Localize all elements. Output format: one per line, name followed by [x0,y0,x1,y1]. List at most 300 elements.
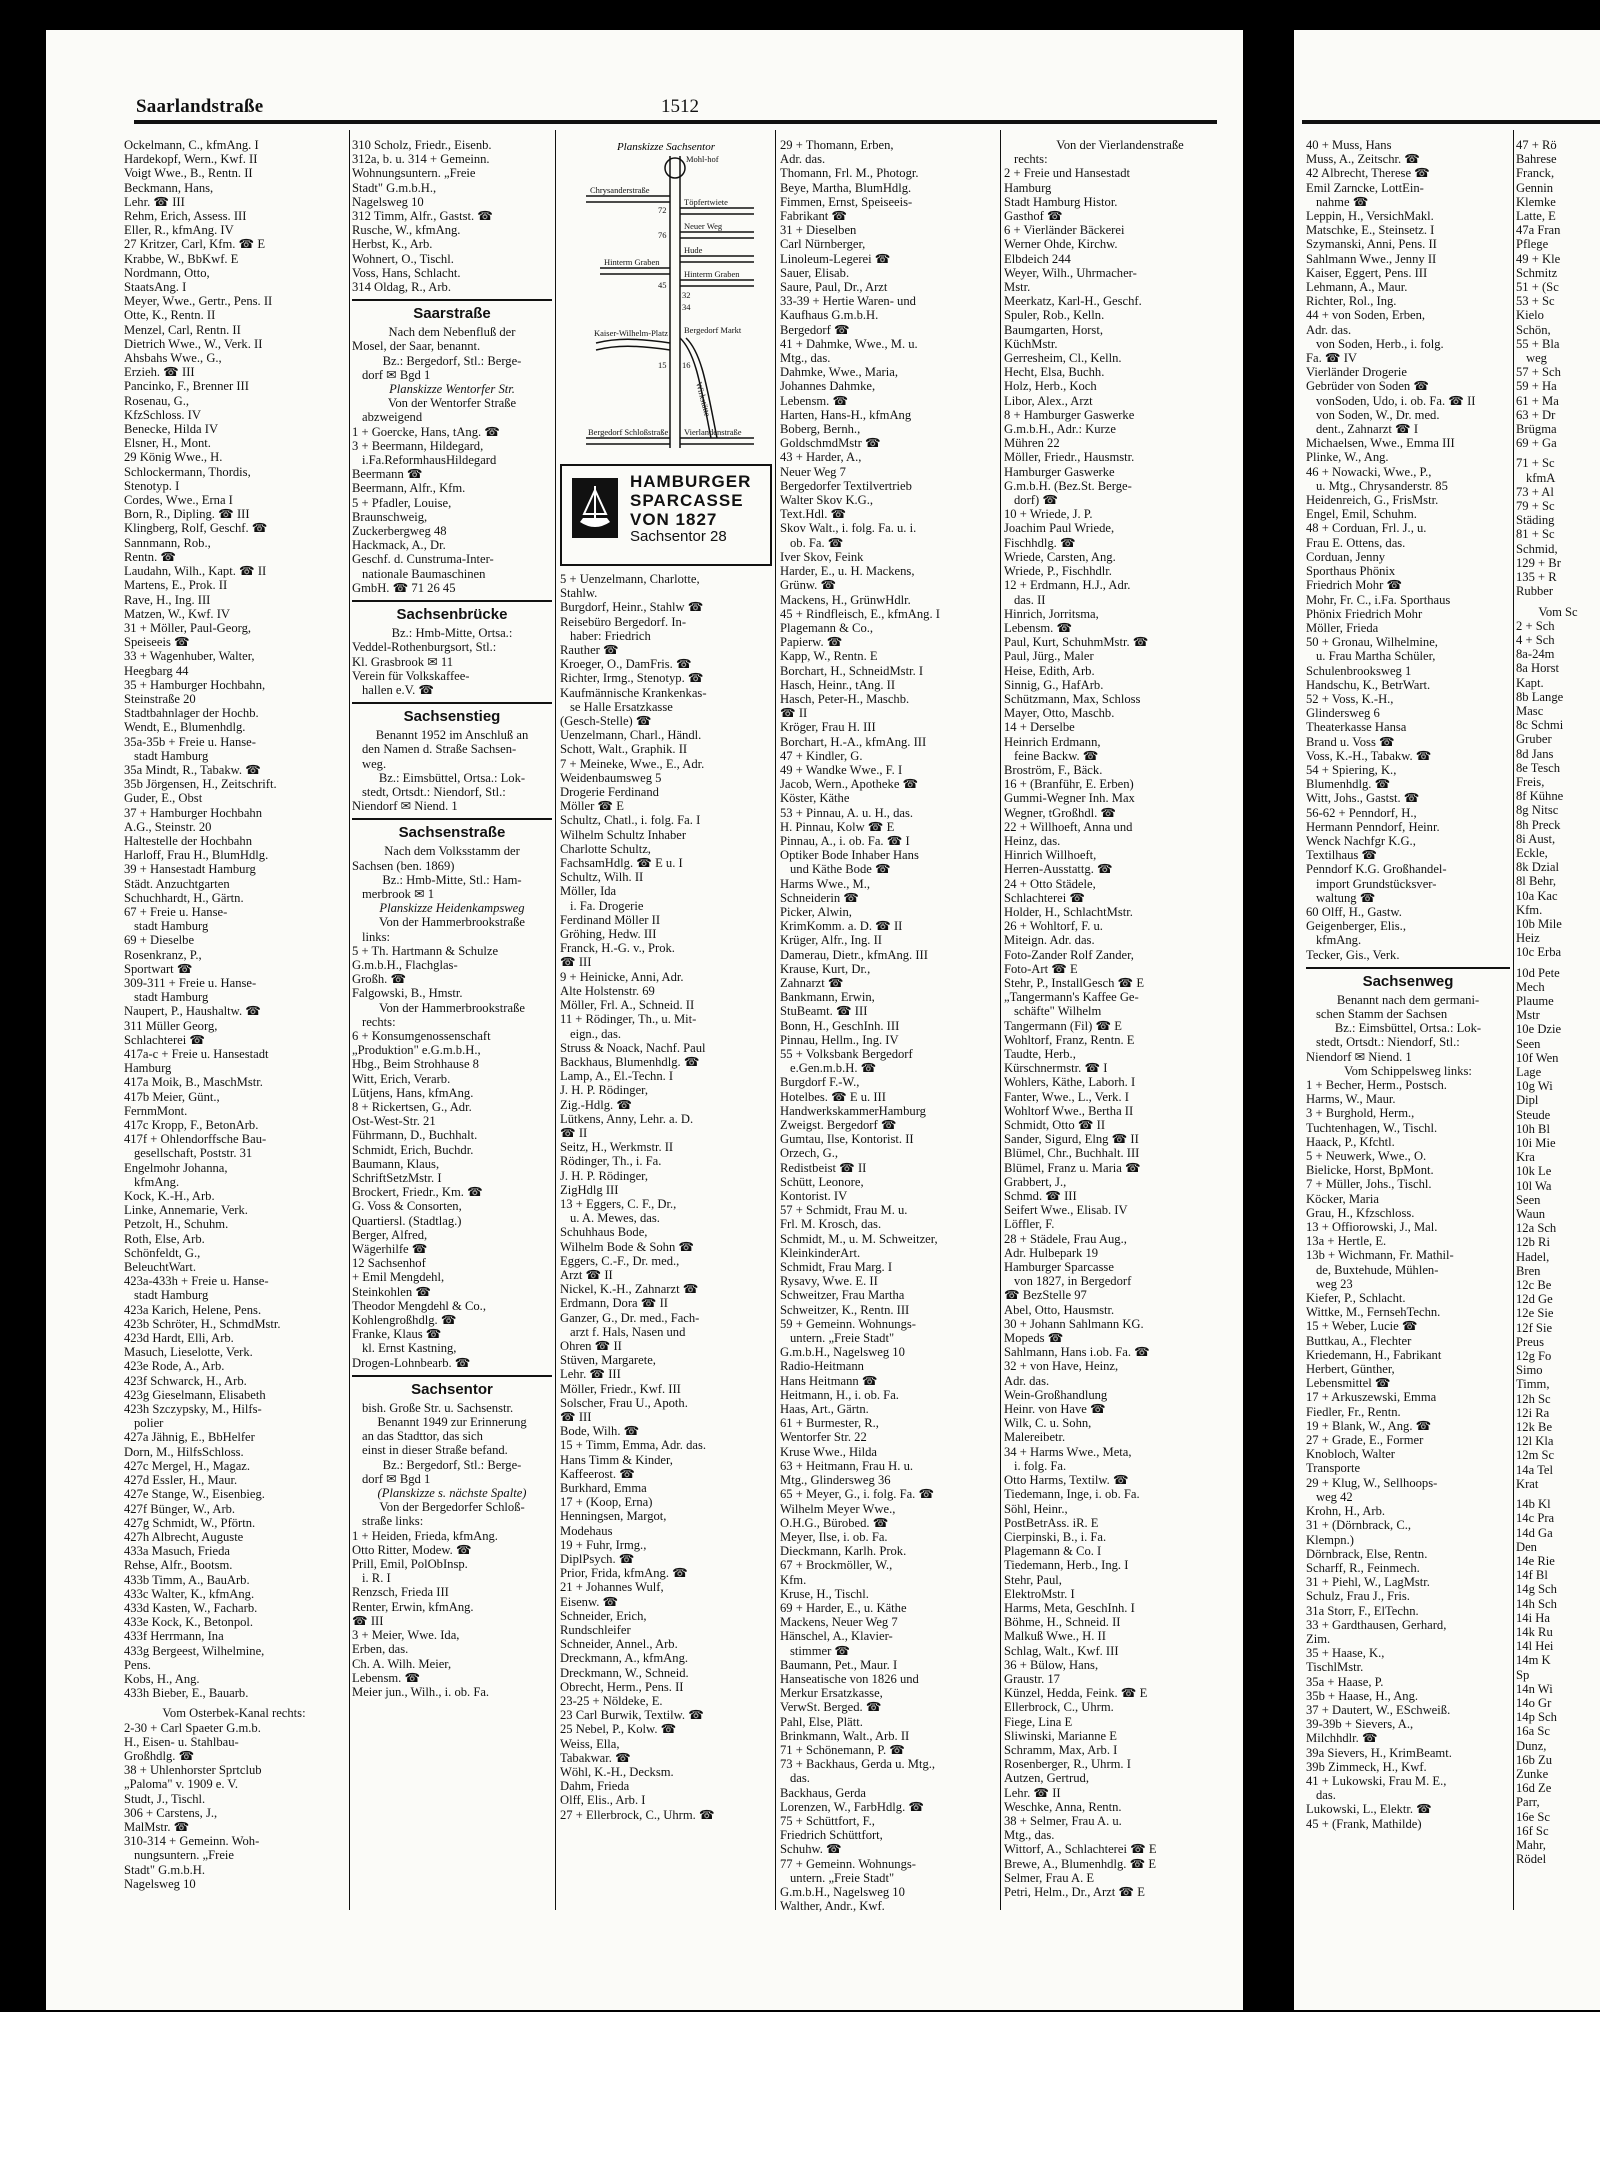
directory-line: Menzel, Carl, Rentn. II [124,322,241,337]
directory-line: das. [1316,1788,1336,1803]
house-number-entry: 417a Moik, B., MaschMstr. [124,1075,263,1090]
house-number-entry: 5 + Pfadler, Louise, [352,495,452,510]
house-number-entry: 5 + Uenzelmann, Charlotte, [560,572,700,586]
sketch-label: Bergedorf Schloßstraße [588,427,669,437]
directory-line: untern. „Freie Stadt" [790,1331,895,1346]
directory-line: Schuchhardt, H., Gärtn. [124,890,244,905]
directory-line: Pflege [1516,237,1549,252]
house-number-entry: 73 + Al [1516,484,1554,499]
directory-line: Kohlengroßhdlg. ☎ [352,1313,457,1328]
sketch-label: 45 [658,280,667,290]
directory-line: Preus [1516,1334,1544,1349]
directory-line: Baumgarten, Horst, [1004,322,1103,337]
directory-line: Bz.: Bergedorf, Stl.: Berge- [382,1457,522,1472]
house-number-entry: 13a + Hertle, E. [1306,1234,1387,1249]
directory-line: PostBetrAss. iR. E [1004,1515,1099,1530]
directory-line: das. [790,1771,810,1786]
house-number-entry: 433g Bergeest, Wilhelmine, [124,1643,265,1658]
directory-line: Brockert, Friedr., Km. ☎ [352,1185,483,1200]
directory-line: Geschf. d. Cunstruma-Inter- [352,552,494,567]
directory-line: Vom Osterbek-Kanal rechts: [162,1706,306,1721]
directory-line: Bergedorf ☎ [780,322,850,337]
directory-line: Köster, Käthe [780,791,850,806]
sketch-label: Hude [684,245,703,255]
house-number-entry: 15 + Timm, Emma, Adr. das. [560,1438,707,1453]
directory-line: Dreckmann, W., Schneid. [560,1665,689,1680]
directory-line: Kiefer, P., Schlacht. [1306,1291,1406,1306]
house-number-entry: 10f Wen [1516,1050,1559,1065]
directory-line: Ch. A. Wilh. Meier, [352,1656,452,1671]
directory-line: Möller, Frl. A., Schneid. II [560,998,695,1013]
house-number-entry: 22 + Willhoeft, Anna und [1004,819,1133,834]
directory-line: Ost-West-Str. 21 [352,1114,436,1129]
directory-line: Harten, Hans-H., kfmAng [780,407,912,422]
directory-line: Kaiser, Eggert, Pens. III [1306,265,1428,280]
sketch-label: Kaiser-Wilhelm-Platz [594,328,669,338]
directory-line: Libor, Alex., Arzt [1004,393,1093,408]
directory-line: Kontorist. IV [780,1189,848,1204]
directory-line: „Produktion" e.G.m.b.H., [352,1043,481,1058]
house-number-entry: 310 Scholz, Friedr., Eisenb. [352,138,492,152]
sketch-label: Neuer Weg [684,221,723,231]
directory-line: H., Eisen- u. Stahlbau- [124,1734,239,1749]
directory-line: Schultz, Wilh. II [560,870,644,885]
directory-line: Sauer, Elisab. [780,265,850,280]
directory-line: Dorn, M., HilfsSchloss. [124,1444,244,1459]
directory-line: de, Buxtehude, Mühlen- [1316,1262,1439,1277]
directory-line: Engelmohr Johanna, [124,1160,228,1175]
street-heading: Sachsenbrücke [396,606,508,624]
house-number-entry: 14e Rie [1516,1553,1555,1568]
directory-line: links: [362,929,390,944]
directory-line: Merkur Ersatzkasse, [780,1686,883,1701]
directory-line: Bonn, H., GeschInh. III [780,1018,900,1033]
directory-line: Autzen, Gertrud, [1004,1771,1089,1786]
directory-line: gesellschaft, Poststr. 31 [134,1146,253,1161]
directory-line: Adr. das. [1004,1373,1050,1388]
directory-line: G.m.b.H., Adr.: Kurze [1004,422,1116,437]
directory-line: Städt. Anzuchtgarten [124,876,230,891]
directory-line: Erdmann, Dora ☎ II [560,1296,669,1311]
directory-line: O.H.G., Bürobed. ☎ [780,1515,889,1530]
directory-line: Miteign. Adr. das. [1004,933,1095,948]
house-number-entry: 31 + (Dörnbrack, C., [1306,1518,1412,1533]
scan-border-left [0,0,46,2010]
directory-line: KleinkinderArt. [780,1245,861,1260]
directory-line: Möller, Friedr., Kwf. III [560,1381,681,1396]
directory-line: Renzsch, Frieda III [352,1585,449,1600]
directory-line: Harder, E., u. H. Mackens, [780,564,915,579]
directory-line: Lütkens, Anny, Lehr. a. D. [560,1111,694,1126]
house-number-entry: 8 + Hamburger Gaswerke [1004,407,1135,422]
directory-line: Meyer, Ilse, i. ob. Fa. [780,1529,888,1544]
directory-line: Foto-Art ☎ E [1004,961,1078,976]
directory-line: Brand u. Voss ☎ [1306,734,1395,749]
directory-line: Bode, Wilh. ☎ [560,1424,640,1439]
directory-line: Seen [1516,1036,1541,1051]
ship-logo-icon [572,478,618,538]
directory-line: Sachsen (ben. 1869) [352,858,455,873]
directory-line: Mosel, der Saar, benannt. [352,339,481,354]
directory-line: Kürschnermstr. ☎ I [1004,1061,1108,1076]
directory-line: Schmitz [1516,265,1558,280]
house-number-entry: 306 + Carstens, J., [124,1805,218,1820]
directory-line: FernmMont. [124,1103,188,1118]
directory-line: Zuckerbergweg 48 [352,524,447,539]
directory-line: SchriftSetzMstr. I [352,1171,442,1185]
house-number-entry: 25 Nebel, P., Kolw. ☎ [560,1722,677,1737]
directory-line: Gebrüder von Soden ☎ [1306,379,1430,394]
directory-line: weg 23 [1316,1276,1353,1291]
directory-line: i. folg. Fa. [1014,1458,1067,1473]
house-number-entry: 12m Sc [1516,1448,1555,1463]
directory-column-1 [124,138,344,1918]
house-number-entry: 32 + von Have, Heinz, [1004,1359,1119,1374]
directory-line: Friedrich Schüttfort, [780,1828,883,1843]
running-header-street: Saarlandstraße [136,96,264,117]
directory-line: Matzen, W., Kwf. IV [124,606,230,621]
directory-line: Kruse Wwe., Hilda [780,1444,877,1459]
directory-line: Nagelsweg 10 [352,194,424,209]
directory-line: Böhme, H., Schneid. II [1004,1615,1121,1630]
book-gutter [1243,30,1294,2010]
directory-line: Falgowski, B., Hmstr. [352,986,463,1001]
house-number-entry: 33-39 + Hertie Waren- und [780,294,916,309]
directory-line: Reisebüro Bergedorf. In- [560,614,687,629]
house-number-entry: 63 + Heitmann, Frau H. u. [780,1458,914,1473]
house-number-entry: 12k Be [1516,1420,1553,1435]
house-number-entry: 3 + Meier, Wwe. Ida, [352,1628,460,1643]
directory-line: eign., das. [570,1026,622,1041]
directory-line: Bankmann, Erwin, [780,990,875,1005]
directory-line: Heitmann, H., i. ob. Fa. [780,1387,899,1402]
directory-line: Harms Wwe., M., [780,876,871,891]
directory-line: Bielicke, Horst, BpMont. [1306,1163,1434,1178]
house-number-entry: 427f Bünger, W., Arb. [124,1501,236,1516]
house-number-entry: 53 + Pinnau, A. u. H., das. [780,805,914,820]
house-number-entry: 12f Sie [1516,1320,1553,1335]
house-number-entry: 14l Hei [1516,1639,1554,1654]
directory-line: Kaufmännische Krankenkas- [560,685,707,700]
directory-line: Lütjens, Hans, kfmAng. [352,1085,474,1100]
directory-line: Benannt 1952 im Anschluß an [375,728,529,743]
house-number-entry: 37 + Dautert, W., ESchweiß. [1306,1702,1451,1717]
directory-line: GoldschmdMstr ☎ [780,436,881,451]
directory-line: Adr. Hulbepark 19 [1004,1245,1099,1260]
directory-line: Harms, W., Maur. [1306,1092,1396,1107]
directory-line: G.m.b.H., Flachglas- [352,957,458,972]
directory-line: Wendt, E., Blumenhdlg. [124,720,246,735]
directory-line: GmbH. ☎ 71 26 45 [352,580,456,595]
directory-line: Jacob, Wern., Apotheke ☎ [780,777,919,792]
directory-line: Schulz, Frau J., Fris. [1306,1589,1410,1604]
house-number-entry: 14d Ga [1516,1525,1553,1540]
directory-line: Tabakwar. ☎ [560,1750,631,1765]
directory-line: Orzech, G., [780,1146,839,1161]
directory-line: Emil Zarncke, LottEin- [1306,180,1424,195]
house-number-entry: 8 + Rickertsen, G., Adr. [352,1099,472,1114]
directory-line: Schweitzer, Frau Martha [780,1288,905,1303]
house-number-entry: 10h Bl [1516,1121,1550,1136]
directory-line: Planskizze Heidenkampsweg [379,901,525,916]
directory-line: Heinr. von Have ☎ [1004,1402,1106,1417]
house-number-entry: 53 + Sc [1516,294,1555,309]
directory-line: Text.Hdl. ☎ [780,507,847,522]
directory-line: Ellerbrock, C., Uhrm. [1004,1700,1114,1715]
directory-line: Ahsbahs Wwe., G., [124,351,222,366]
directory-line: Krüger, Alfr., Ing. II [780,933,882,948]
house-number-entry: 6 + Vierländer Bäckerei [1004,223,1125,238]
directory-line: Werner Ohde, Kirchw. [1004,237,1118,252]
directory-line: Klempn.) [1306,1532,1354,1547]
directory-line: Theodor Mengdehl & Co., [352,1298,486,1313]
directory-line: Löffler, F. [1004,1217,1055,1232]
directory-line: Franck, H.-G. v., Prok. [560,941,675,956]
house-number-entry: 10k Le [1516,1164,1552,1179]
directory-line: dent., Zahnarzt ☎ I [1316,422,1419,437]
house-number-entry: 8a Horst [1516,661,1560,676]
house-number-entry: 57 + Schmidt, Frau M. u. [780,1203,908,1218]
street-sketch-map [576,138,756,458]
directory-line: Fimmen, Ernst, Speiseeis- [780,194,913,209]
house-number-entry: 6 + Konsumgenossenschaft [352,1028,491,1043]
house-number-entry: 14 + Derselbe [1004,720,1075,735]
directory-line: Taudte, Herb., [1004,1047,1076,1061]
directory-line: Frau E. Ottens, das. [1306,535,1406,550]
directory-line: Hamburg [1004,180,1052,195]
directory-line: Haltestelle der Hochbahn [124,833,252,848]
directory-line: feine Backw. ☎ [1014,748,1099,763]
directory-line: Köcker, Maria [1306,1191,1379,1206]
directory-line: Von der Hammerbrookstraße [379,1000,525,1015]
directory-line: Phönix Friedrich Mohr [1306,606,1423,621]
directory-line: Backhaus, Blumenhdlg. ☎ [560,1054,700,1069]
house-number-entry: 12b Ri [1516,1235,1550,1250]
directory-line: Burkhard, Emma [560,1481,647,1495]
house-number-entry: 10 + Wriede, J. P. [1004,507,1093,522]
directory-line: Herbert, Günther, [1306,1362,1395,1377]
directory-line: Beermann, Alfr., Kfm. [352,481,466,496]
directory-line: rechts: [1014,152,1048,167]
directory-line: Tecker, Gis., Verk. [1306,947,1400,962]
directory-line: Sannmann, Rob., [124,535,211,550]
directory-line: Bz.: Hmb-Mitte, Ortsa.: [391,626,513,641]
directory-line: Nagelsweg 10 [124,1876,196,1891]
directory-line: Mahr, [1516,1837,1546,1852]
house-number-entry: 2-30 + Carl Spaeter G.m.b. [124,1720,261,1735]
directory-line: rechts: [362,1014,396,1029]
house-number-entry: 12l Kla [1516,1434,1554,1449]
house-number-entry: 75 + Schüttfort, F., [780,1813,875,1828]
directory-line: Engel, Emil, Schuhm. [1306,507,1417,522]
page-number: 1512 [661,96,699,117]
house-number-entry: 10l Wa [1516,1178,1552,1193]
sketch-label: Vierlandenstraße [684,427,742,437]
house-number-entry: 14h Sch [1516,1596,1557,1611]
directory-line: Fa. ☎ IV [1306,351,1358,366]
sparcasse-advertisement [560,464,772,566]
house-number-entry: 47 + Rö [1516,138,1557,152]
house-number-entry: 5 + Th. Hartmann & Schulze [352,943,499,958]
directory-line: Heinz, das. [1004,833,1061,848]
directory-line: FachsamHdlg. ☎ E u. I [560,856,683,871]
directory-line: Hinrich, Jorritsma, [1004,606,1099,621]
directory-line: Parr, [1516,1795,1540,1810]
directory-line: Zunke [1516,1766,1549,1781]
directory-line: Möller, Frieda [1306,620,1379,635]
directory-line: Stehr, P., InstallGesch ☎ E [1004,975,1145,990]
house-number-entry: 5 + Neuwerk, Wwe., O. [1306,1149,1427,1164]
house-number-entry: 14o Gr [1516,1695,1552,1710]
house-number-entry: 12c Be [1516,1278,1552,1293]
house-number-entry: 14b Kl [1516,1497,1551,1512]
directory-line: Eller, R., kfmAng. IV [124,223,234,238]
directory-line: Bz.: Eimsbüttel, Ortsa.: Lok- [378,770,526,785]
house-number-entry: 433h Bieber, E., Bauarb. [124,1686,249,1701]
house-number-entry: 10d Pete [1516,965,1560,980]
directory-line: Gummi-Wegner Inh. Max [1004,791,1135,806]
directory-line: ☎ III [352,1613,384,1628]
directory-line: Elsner, H., Mont. [124,436,211,451]
directory-line: Lehr. ☎ II [1004,1785,1061,1800]
house-number-entry: 13 + Offiorowski, J., Mal. [1306,1220,1438,1235]
house-number-entry: 1 + Heiden, Frieda, kfmAng. [352,1528,498,1543]
directory-line: Seen [1516,1192,1541,1207]
directory-line: Stadt Hamburg Histor. [1004,194,1118,209]
directory-line: Walter Skov K.G., [780,493,874,508]
directory-line: Planskizze Wentorfer Str. [389,382,515,397]
sketch-label: Hinterm Graben [684,269,740,279]
directory-line: Wittke, M., FernsehTechn. [1306,1305,1441,1320]
house-number-entry: 19 + Blank, W., Ang. ☎ [1306,1418,1432,1433]
directory-line: Schlockermann, Thordis, [124,464,251,479]
directory-line: Witt, Erich, Verarb. [352,1071,451,1086]
directory-line: Großh. ☎ [352,972,407,987]
directory-line: Hamburg [124,1061,172,1076]
house-number-entry: 16e Sc [1516,1809,1550,1824]
directory-line: Joachim Paul Wriede, [1004,521,1115,536]
directory-line: Geigenberger, Elis., [1306,919,1406,934]
house-number-entry: 46 + Nowacki, Wwe., P., [1306,464,1432,479]
directory-line: Mech [1516,979,1545,994]
house-number-entry: 16f Sc [1516,1823,1549,1838]
house-number-entry: 31a Storr, F., ElTechn. [1306,1603,1419,1618]
directory-line: KüchMstr. [1004,336,1058,351]
directory-line: Buttkau, A., Flechter [1306,1333,1412,1348]
directory-line: Paul, Kurt, SchuhmMstr. ☎ [1004,635,1149,650]
directory-line: Olff, Elis., Arb. I [560,1793,646,1808]
directory-line: e.Gen.m.b.H. ☎ [790,1061,877,1076]
directory-line: Brewe, A., Blumenhdlg. ☎ E [1004,1856,1157,1871]
house-number-entry: 36 + Bülow, Hans, [1004,1657,1099,1672]
directory-line: Städing [1516,513,1555,528]
house-number-entry: 69 + Dieselbe [124,933,195,948]
directory-line: Schneiderin ☎ [780,890,859,905]
directory-line: Otto Harms, Textilw. ☎ [1004,1473,1129,1488]
directory-line: Selmer, Frau A. E [1004,1870,1095,1885]
directory-line: Ockelmann, C., kfmAng. I [124,138,259,152]
section-rule [352,299,552,301]
directory-line: Malkuß Wwe., H. II [1004,1629,1106,1644]
directory-line: StaatsAng. I [124,280,187,295]
directory-line: HandwerkskammerHamburg [780,1103,926,1118]
house-number-entry: 16a Sc [1516,1724,1550,1739]
directory-line: Tiedemann, Inge, i. ob. Fa. [1004,1487,1140,1502]
directory-line: Mopeds ☎ [1004,1331,1064,1346]
directory-line: i. R. I [362,1571,391,1586]
directory-line: Johannes Dahmke, [780,379,876,394]
house-number-entry: 311 Müller Georg, [124,1018,218,1033]
house-number-entry: 427d Essler, H., Maur. [124,1473,238,1488]
house-number-entry: 14p Sch [1516,1710,1557,1725]
directory-line: ☎ III [560,1409,592,1424]
house-number-entry: 34 + Harms Wwe., Meta, [1004,1444,1132,1459]
directory-line: Zweigst. Bergedorf ☎ [780,1118,897,1133]
directory-line: Henningsen, Margot, [560,1509,667,1524]
directory-line: Witt, Johs., Gastst. ☎ [1306,791,1420,806]
directory-line: Martens, E., Prok. II [124,578,228,593]
directory-line: Stadt" G.m.b.H. [124,1862,206,1877]
directory-line: Masc [1516,703,1544,718]
house-number-entry: 427h Albrecht, Auguste [124,1529,244,1544]
directory-line: kfmAng. [134,1174,180,1189]
directory-line: Bergedorfer Textilvertrieb [780,478,912,493]
directory-line: Den [1516,1539,1537,1554]
directory-line: Prior, Frida, kfmAng. ☎ [560,1566,688,1581]
directory-line: polier [134,1416,164,1431]
directory-line: Eisenw. ☎ [560,1594,619,1609]
house-number-entry: 417b Meier, Günt., [124,1089,220,1104]
house-number-entry: 17 + (Koop, Erna) [560,1495,653,1510]
house-number-entry: 8l Behr, [1516,874,1557,889]
directory-line: Haack, P., Kfchtl. [1306,1134,1395,1149]
house-number-entry: 27 Kritzer, Carl, Kfm. ☎ E [124,237,266,252]
directory-line: Born, R., Dipling. ☎ III [124,507,250,522]
house-number-entry: 69 + Ga [1516,436,1557,451]
street-heading: Sachsenweg [1362,972,1454,990]
directory-line: Dahmke, Wwe., Maria, [780,365,898,380]
directory-line: Schuhhaus Bode, [560,1225,648,1240]
directory-line: Plaume [1516,993,1554,1008]
house-number-entry: 23-25 + Nöldeke, E. [560,1694,663,1709]
house-number-entry: 35b + Haase, H., Ang. [1306,1688,1419,1703]
directory-line: dorf) ☎ [1014,493,1059,508]
directory-line: Schulenbrooksweg 1 [1306,663,1412,678]
directory-line: Stüven, Margarete, [560,1353,656,1368]
directory-line: Abel, Otto, Hausmstr. [1004,1302,1115,1317]
directory-line: (Planskizze s. nächste Spalte) [377,1486,527,1501]
directory-line: Fischhdlg. ☎ [1004,535,1076,550]
house-number-entry: 29 + Thomann, Erben, [780,138,894,152]
directory-line: J. H. P. Rödinger, [560,1168,649,1183]
directory-line: Tiedemann, Herb., Ing. I [1004,1558,1129,1573]
directory-line: Zim. [1306,1631,1331,1646]
directory-line: Elbdeich 244 [1004,251,1071,266]
directory-line: Tuchtenhagen, W., Tischl. [1306,1120,1438,1135]
directory-line: Borchart, H., SchneidMstr. I [780,663,924,678]
directory-line: Schmidt, M., u. M. Schweitzer, [780,1231,938,1246]
house-number-entry: 52 + Voss, K.-H., [1306,691,1394,706]
house-number-entry: 29 König Wwe., H. [124,450,223,465]
house-number-entry: 433f Herrmann, Ina [124,1629,224,1644]
directory-line: Beermann ☎ [352,467,423,482]
house-number-entry: 71 + Sc [1516,456,1555,471]
directory-line: Rysavy, Wwe. E. II [780,1274,878,1289]
directory-line: Guder, E., Obst [124,791,203,806]
house-number-entry: 14c Pra [1516,1511,1555,1526]
directory-line: Latte, E [1516,209,1556,224]
directory-line: Kl. Grasbrook ✉ 11 [352,654,454,669]
